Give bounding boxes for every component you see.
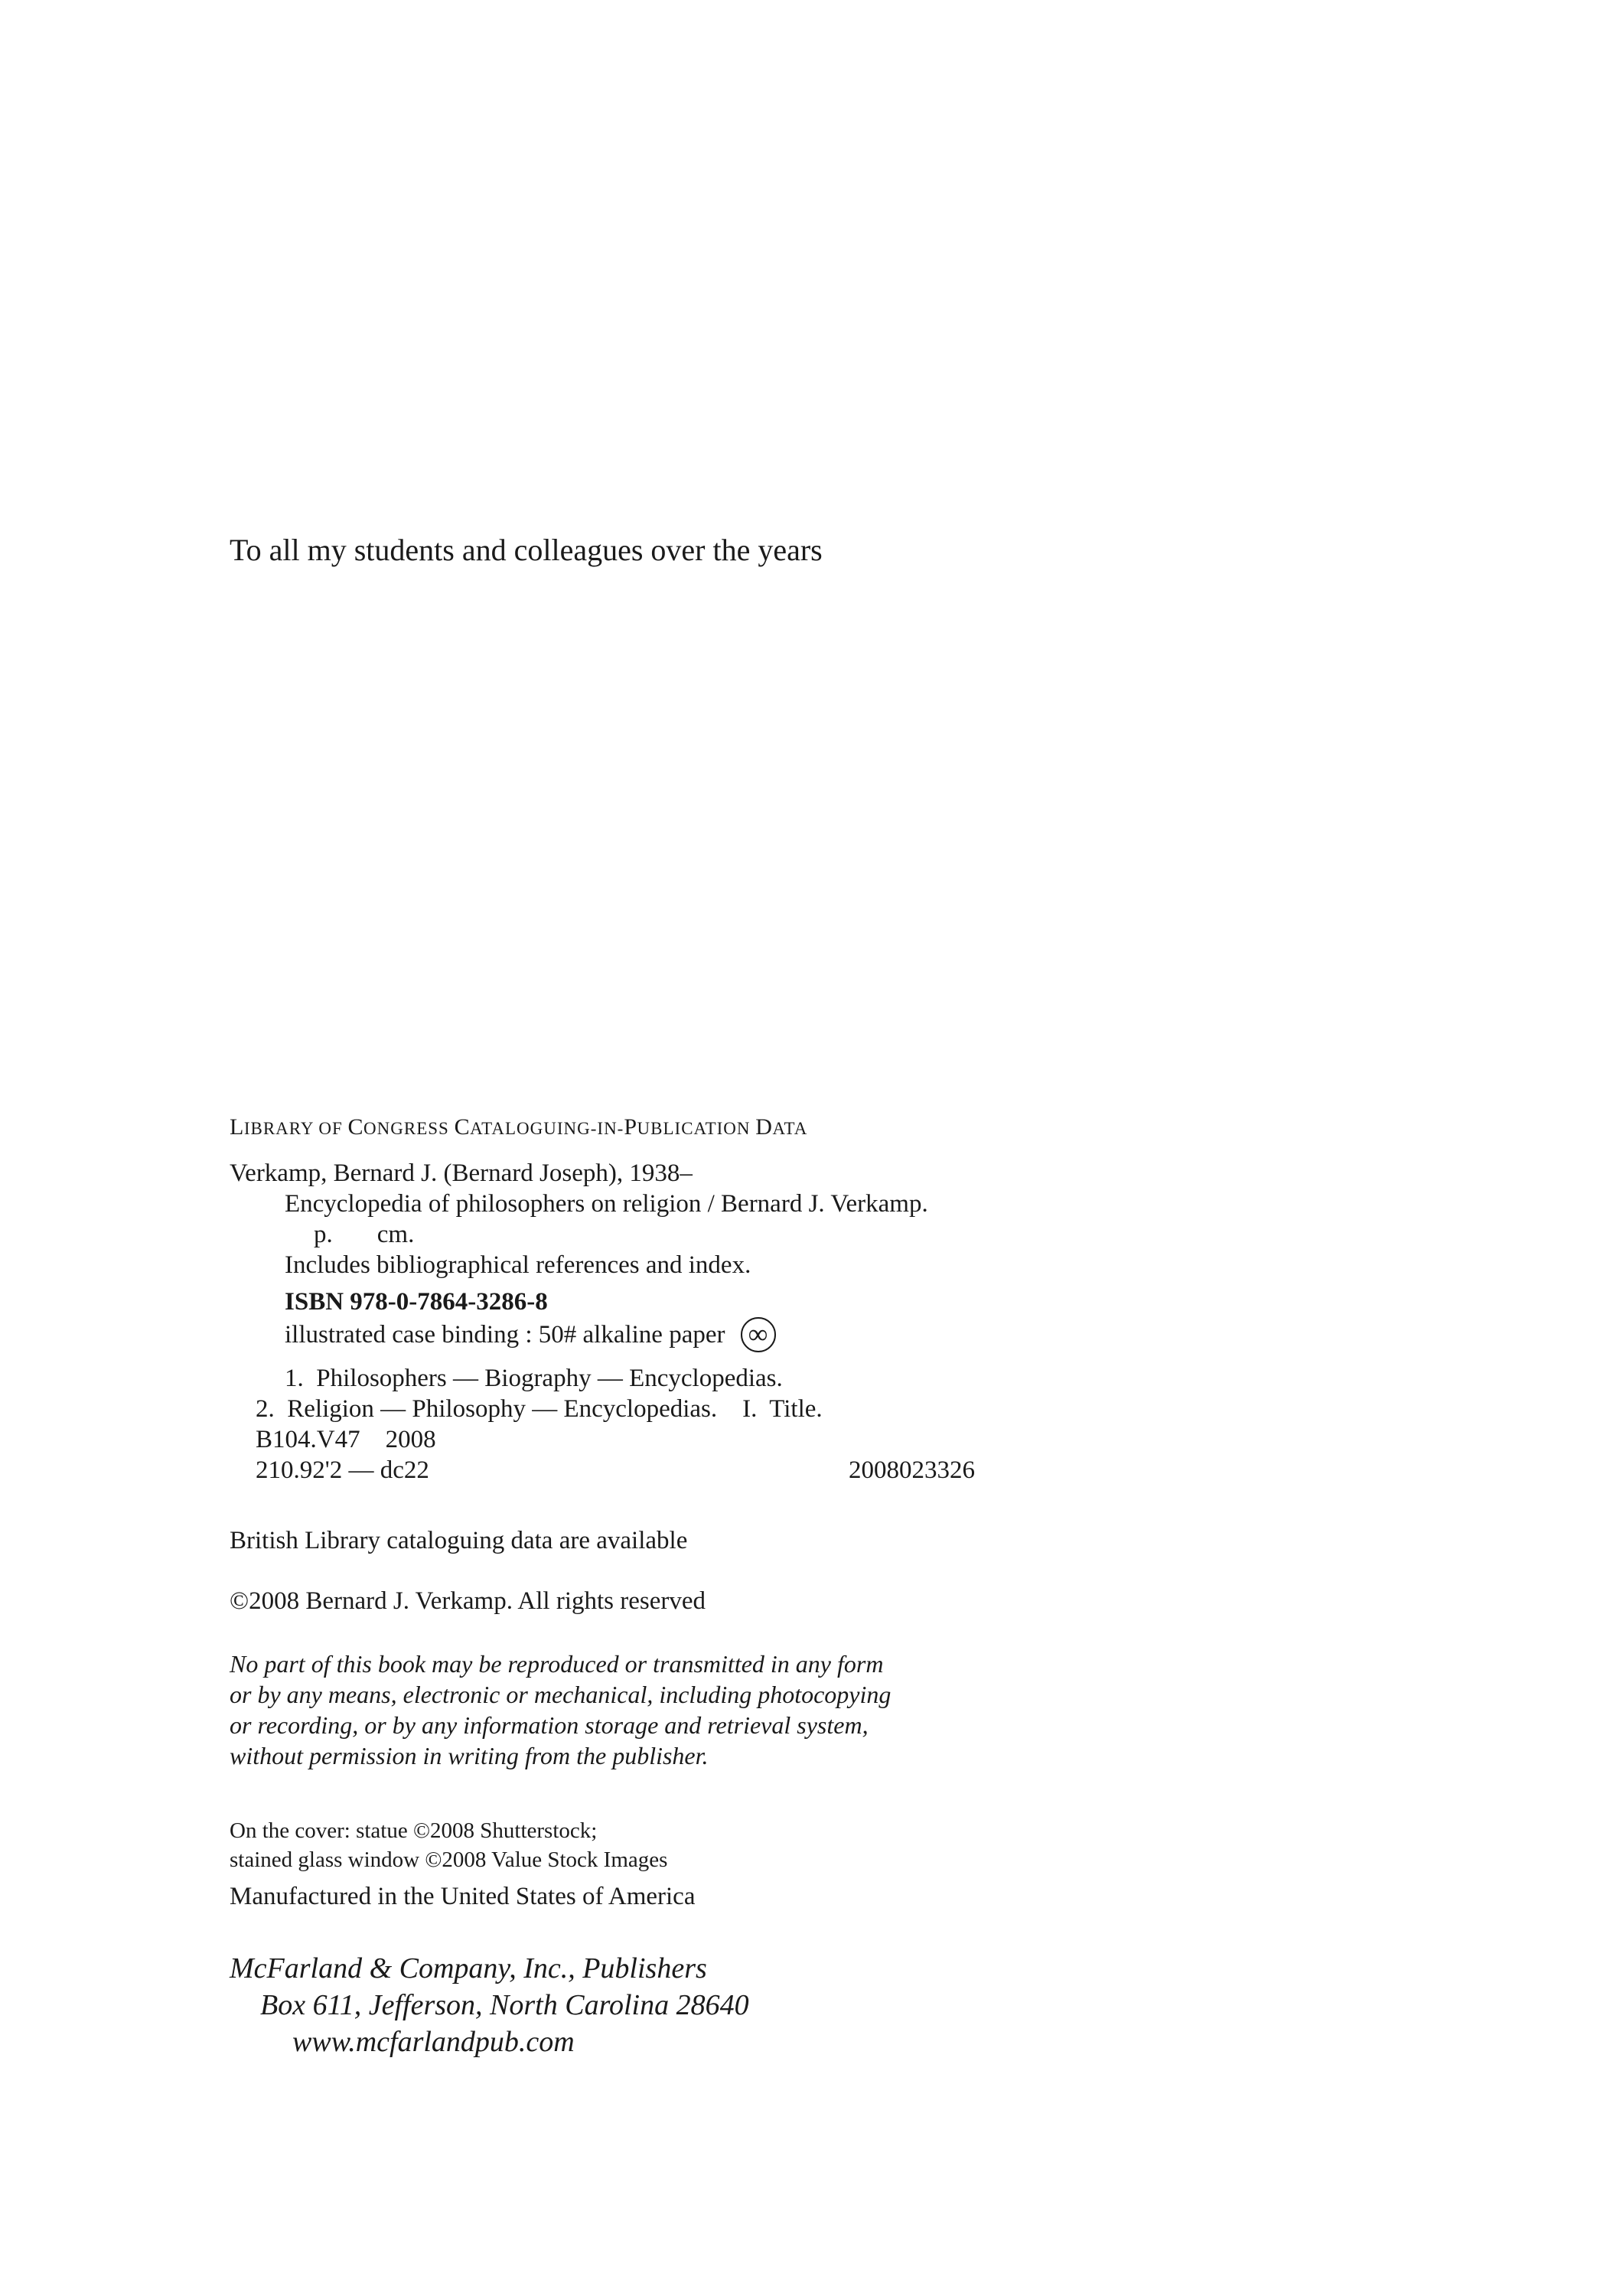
- cip-isbn: ISBN 978-0-7864-3286-8: [285, 1288, 548, 1316]
- dedication: To all my students and colleagues over the years: [230, 533, 823, 567]
- manufactured-note: Manufactured in the United States of America: [230, 1883, 696, 1910]
- cip-heading-cap: C: [347, 1114, 364, 1140]
- rights-statement: [230, 1649, 891, 1771]
- cip-subject-2: 2. Religion — Philosophy — Encyclopedias. I. Title.: [256, 1395, 823, 1423]
- cover-credit-line: stained glass window ©2008 Value Stock Images: [230, 1848, 668, 1872]
- cip-dewey: 210.92'2 — dc22: [256, 1456, 429, 1484]
- cover-credit-line: On the cover: statue ©2008 Shutterstock;: [230, 1818, 598, 1843]
- cip-lccn: 2008023326: [849, 1456, 975, 1484]
- cip-heading-cap: D: [755, 1114, 773, 1140]
- cip-pages: p.: [314, 1221, 333, 1248]
- cip-classification: [230, 1455, 975, 1486]
- cip-heading-cap: P: [624, 1114, 637, 1140]
- cip-collation: [230, 1219, 975, 1250]
- publisher-imprint: [230, 1950, 749, 2060]
- cip-subject-1: 1. Philosophers — Biography — Encyclopedias.: [285, 1365, 783, 1392]
- rights-line: or by any means, electronic or mechanical, including photocopying: [230, 1681, 892, 1708]
- cip-notes: Includes bibliographical references and index.: [285, 1251, 751, 1279]
- cip-heading-smallcaps: ATA: [772, 1119, 808, 1138]
- cip-heading-cap: C: [454, 1114, 471, 1140]
- cip-heading-smallcaps: ONGRESS: [363, 1119, 455, 1138]
- cip-title: Encyclopedia of philosophers on religion / Bernard J. Verkamp.: [285, 1190, 928, 1218]
- publisher-website: www.mcfarlandpub.com: [292, 2026, 575, 2058]
- copyright-notice: ©2008 Bernard J. Verkamp. All rights reserved: [230, 1587, 706, 1615]
- cover-credits: [230, 1816, 667, 1874]
- cip-heading-smallcaps: ATALOGUING-IN-: [470, 1119, 624, 1138]
- cip-binding: [230, 1317, 975, 1352]
- cip-heading-smallcaps: UBLICATION: [637, 1119, 756, 1138]
- rights-line: or recording, or by any information storage and retrieval system,: [230, 1711, 869, 1739]
- cip-heading-smallcaps: IBRARY OF: [243, 1119, 348, 1138]
- rights-line: No part of this book may be reproduced or transmitted in any form: [230, 1650, 884, 1678]
- rights-line: without permission in writing from the publisher.: [230, 1742, 709, 1769]
- infinity-icon: ∞: [741, 1317, 776, 1352]
- cip-author: Verkamp, Bernard J. (Bernard Joseph), 1938–: [230, 1159, 693, 1187]
- cip-heading-cap: L: [230, 1114, 244, 1140]
- cip-binding-text: illustrated case binding : 50# alkaline paper: [285, 1321, 725, 1349]
- british-library-note: British Library cataloguing data are available: [230, 1527, 688, 1554]
- cip-call-number: B104.V47 2008: [256, 1426, 436, 1453]
- cip-size: cm.: [376, 1221, 415, 1248]
- cip-heading: [230, 1114, 807, 1140]
- cip-record: [230, 1158, 975, 1486]
- publisher-name: McFarland & Company, Inc., Publishers: [230, 1952, 707, 1985]
- publisher-address: Box 611, Jefferson, North Carolina 28640: [260, 1989, 749, 2021]
